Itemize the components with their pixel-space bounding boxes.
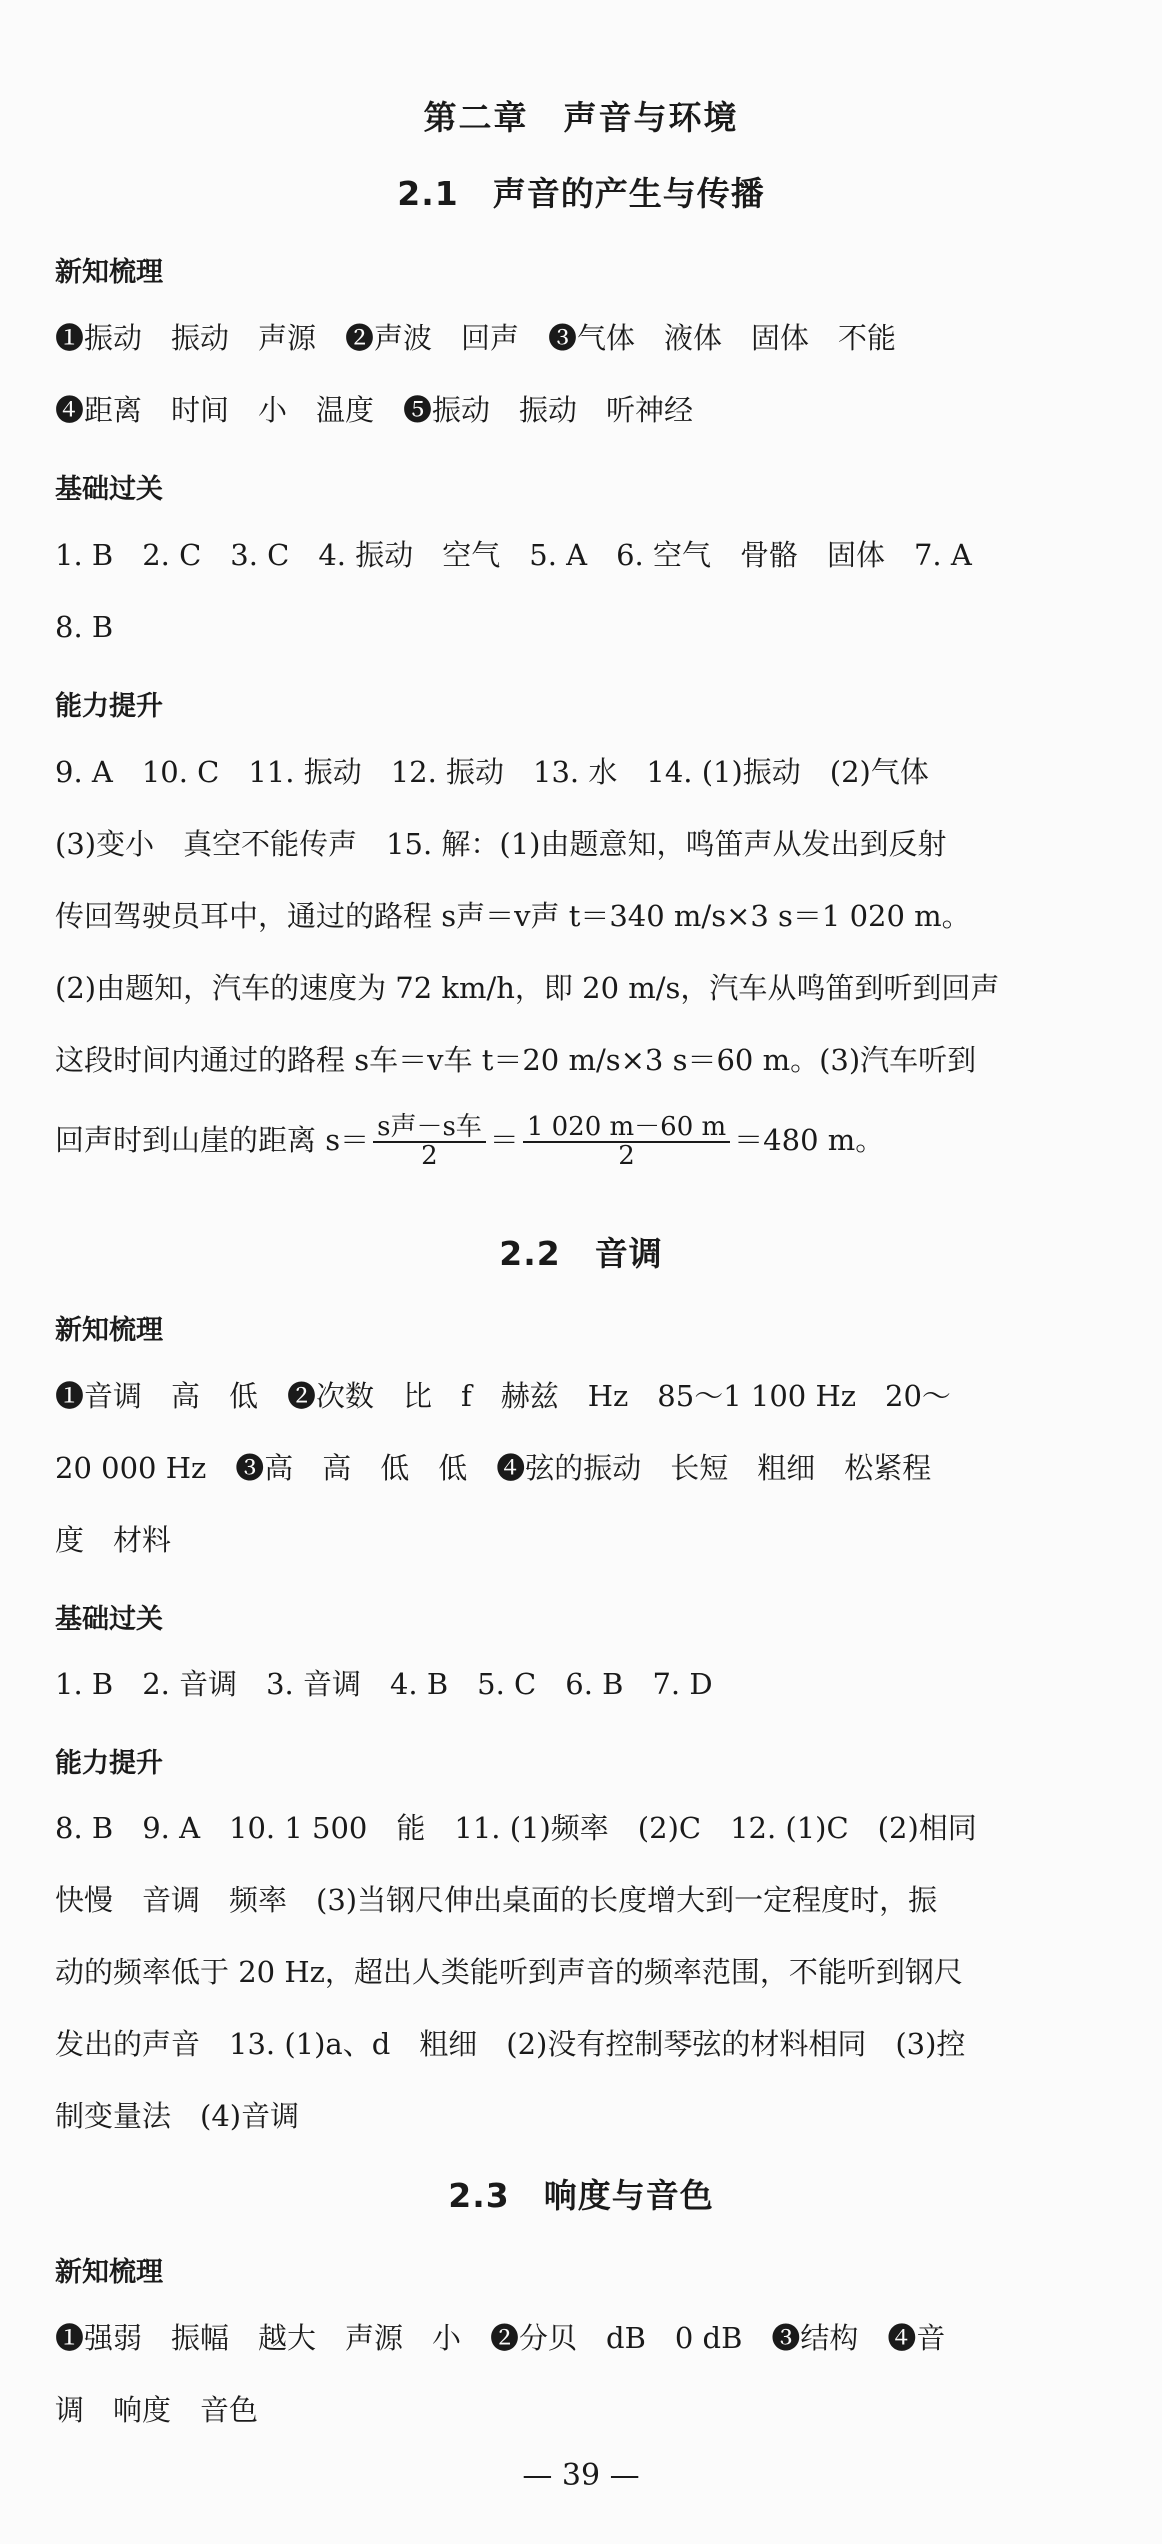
formula-suffix: ＝480 m。 bbox=[734, 1123, 885, 1157]
fraction-2-numerator: 1 020 m－60 m bbox=[523, 1114, 730, 1143]
subheading-new-knowledge: 新知梳理 bbox=[55, 1315, 163, 1346]
answer-line: 发出的声音 13. (1)a、d 粗细 (2)没有控制琴弦的材料相同 (3)控 bbox=[55, 2027, 966, 2061]
fraction-2 bbox=[523, 1111, 730, 1171]
subheading-new-knowledge: 新知梳理 bbox=[55, 257, 163, 288]
fraction-2-denominator: 2 bbox=[618, 1141, 635, 1171]
formula-prefix: 回声时到山崖的距离 s＝ bbox=[55, 1123, 370, 1157]
answer-line: ❶振动 振动 声源 ❷声波 回声 ❸气体 液体 固体 不能 bbox=[55, 321, 897, 355]
answer-line: ❹距离 时间 小 温度 ❺振动 振动 听神经 bbox=[55, 393, 694, 427]
subheading-advanced: 能力提升 bbox=[55, 1748, 163, 1779]
answer-line: 调 响度 音色 bbox=[55, 2393, 259, 2427]
answer-line: 这段时间内通过的路程 s车＝v车 t＝20 m/s×3 s＝60 m。(3)汽车听到 bbox=[55, 1043, 977, 1077]
answer-line: ❶强弱 振幅 越大 声源 小 ❷分贝 dB 0 dB ❸结构 ❹音 bbox=[55, 2321, 946, 2355]
answer-line: (2)由题知，汽车的速度为 72 km/h，即 20 m/s，汽车从鸣笛到听到回声 bbox=[55, 971, 1000, 1005]
subheading-new-knowledge: 新知梳理 bbox=[55, 2257, 163, 2288]
answer-line: ❶音调 高 低 ❷次数 比 f 赫兹 Hz 85～1 100 Hz 20～ bbox=[55, 1379, 951, 1413]
formula-line bbox=[55, 1110, 1115, 1170]
fraction-1-denominator: 2 bbox=[421, 1141, 438, 1171]
answer-line: 9. A 10. C 11. 振动 12. 振动 13. 水 14. (1)振动 (2)气体 bbox=[55, 755, 929, 789]
answer-line: 20 000 Hz ❸高 高 低 低 ❹弦的振动 长短 粗细 松紧程 bbox=[55, 1451, 932, 1485]
answer-line: 动的频率低于 20 Hz，超出人类能听到声音的频率范围，不能听到钢尺 bbox=[55, 1955, 963, 1989]
answer-line: 快慢 音调 频率 (3)当钢尺伸出桌面的长度增大到一定程度时，振 bbox=[55, 1883, 938, 1917]
page-number: — 39 — bbox=[522, 2458, 640, 2493]
section-title-2-3: 2.3 响度与音色 bbox=[448, 2176, 714, 2215]
fraction-1 bbox=[373, 1111, 486, 1171]
chapter-title: 第二章 声音与环境 bbox=[423, 98, 739, 137]
section-title-2-1: 2.1 声音的产生与传播 bbox=[397, 174, 765, 213]
section-title-2-2: 2.2 音调 bbox=[499, 1234, 663, 1273]
answer-line: 8. B bbox=[55, 610, 114, 644]
formula-equals: ＝ bbox=[489, 1123, 519, 1157]
subheading-basic: 基础过关 bbox=[55, 474, 163, 505]
answer-line: 1. B 2. C 3. C 4. 振动 空气 5. A 6. 空气 骨骼 固体 7. A bbox=[55, 538, 972, 572]
answer-line: 传回驾驶员耳中，通过的路程 s声＝v声 t＝340 m/s×3 s＝1 020 m。 bbox=[55, 899, 971, 933]
subheading-advanced: 能力提升 bbox=[55, 691, 163, 722]
answer-line: 制变量法 (4)音调 bbox=[55, 2099, 300, 2133]
answer-line: (3)变小 真空不能传声 15. 解：(1)由题意知，鸣笛声从发出到反射 bbox=[55, 827, 947, 861]
subheading-basic: 基础过关 bbox=[55, 1604, 163, 1635]
answer-line: 1. B 2. 音调 3. 音调 4. B 5. C 6. B 7. D bbox=[55, 1667, 713, 1701]
fraction-1-numerator: s声－s车 bbox=[373, 1114, 486, 1143]
answer-line: 8. B 9. A 10. 1 500 能 11. (1)频率 (2)C 12. (1)C (2)相同 bbox=[55, 1811, 977, 1845]
answer-line: 度 材料 bbox=[55, 1523, 172, 1557]
